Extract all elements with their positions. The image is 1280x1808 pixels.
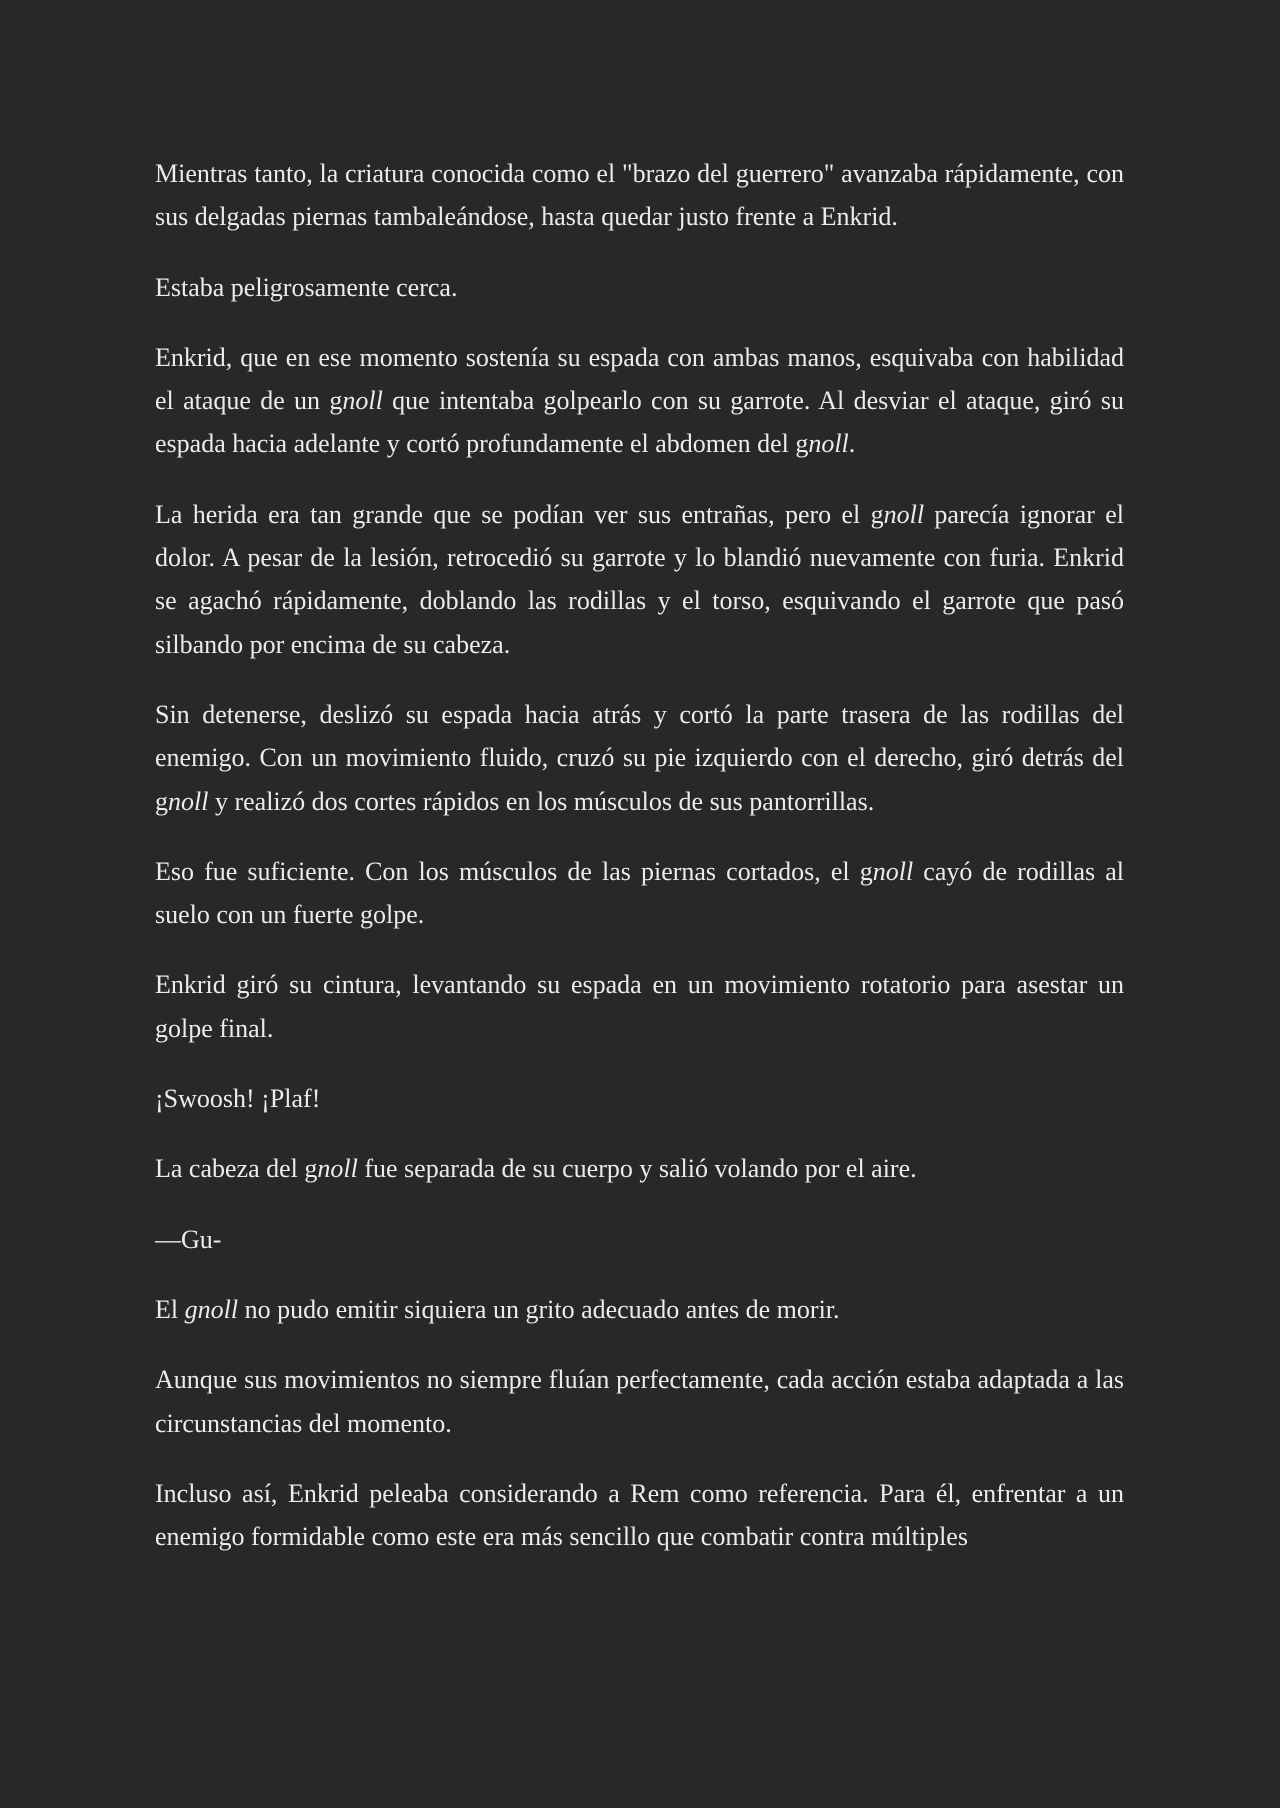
paragraph-text: Sin detenerse, deslizó su espada hacia atrás y cortó la parte trasera de las rodillas del enemigo. Con un movimiento fluido, cruzó su pie izquierdo con el derecho, giró detrás del g (155, 699, 1124, 816)
italic-text: noll (342, 386, 383, 416)
paragraph-text: El (155, 1294, 185, 1324)
paragraph (155, 1288, 1124, 1331)
paragraph (155, 850, 1124, 937)
paragraph-text: no pudo emitir siquiera un grito adecuado antes de morir. (238, 1294, 840, 1324)
paragraph-text: que intentaba golpearlo con su garrote. Al desviar el ataque, giró su espada hacia adelante y cortó profundamente el abdomen del g (155, 386, 1124, 459)
paragraph-text: y realizó dos cortes rápidos en los músculos de sus pantorrillas. (208, 786, 875, 816)
paragraph-text: La herida era tan grande que se podían ver sus entrañas, pero el g (155, 499, 884, 529)
italic-text: noll (808, 429, 849, 459)
paragraph (155, 493, 1124, 666)
chapter-text[interactable] (155, 152, 1124, 1625)
paragraph-text: parecía ignorar el dolor. A pesar de la lesión, retrocedió su garrote y lo blandió nuevamente con furia. Enkrid se agachó rápidamente, doblando las rodillas y el torso, esquivando el garrote que pasó silbando por encima de su cabeza. (155, 499, 1124, 659)
paragraph (155, 693, 1124, 823)
paragraph (155, 1147, 1124, 1190)
paragraph-text: cayó de rodillas al suelo con un fuerte golpe. (155, 856, 1124, 930)
paragraph-text: Aunque sus movimientos no siempre fluían perfectamente, cada acción estaba adaptada a las circunstancias del momento. (155, 1365, 1124, 1438)
paragraph-text: Estaba peligrosamente cerca. (155, 272, 458, 302)
paragraph-text: fue separada de su cuerpo y salió volando por el aire. (357, 1154, 917, 1184)
italic-text: noll (168, 786, 209, 816)
italic-text: noll (317, 1154, 358, 1184)
paragraph-text: . (848, 429, 856, 459)
paragraph-text: La cabeza del g (155, 1154, 318, 1184)
paragraph (155, 1077, 1124, 1120)
italic-text: noll (883, 499, 925, 529)
paragraph-text: Enkrid, que en ese momento sostenía su espada con ambas manos, esquivaba con habilidad el ataque de un g (155, 342, 1124, 416)
paragraph (155, 963, 1124, 1050)
paragraph (155, 336, 1124, 466)
paragraph (155, 1218, 1124, 1261)
paragraph (155, 1358, 1124, 1445)
paragraph-text: ¡Swoosh! ¡Plaf! (155, 1084, 321, 1114)
italic-text: gnoll (184, 1294, 239, 1324)
paragraph-text: —Gu- (155, 1224, 222, 1254)
paragraph-text: Mientras tanto, la criatura conocida como el "brazo del guerrero" avanzaba rápidamente, con sus delgadas piernas tambaleándose, hasta quedar justo frente a Enkrid. (155, 159, 1124, 232)
paragraph (155, 152, 1124, 239)
paragraph-text: Eso fue suficiente. Con los músculos de las piernas cortados, el g (155, 856, 873, 886)
paragraph (155, 266, 1124, 309)
paragraph (155, 1472, 1124, 1559)
paragraph-text: Incluso así, Enkrid peleaba considerando a Rem como referencia. Para él, enfrentar a un enemigo formidable como este era más sencillo que combatir contra múltiples (155, 1478, 1124, 1552)
paragraph-text: Enkrid giró su cintura, levantando su espada en un movimiento rotatorio para asestar un golpe final. (155, 970, 1124, 1043)
italic-text: noll (872, 856, 914, 886)
